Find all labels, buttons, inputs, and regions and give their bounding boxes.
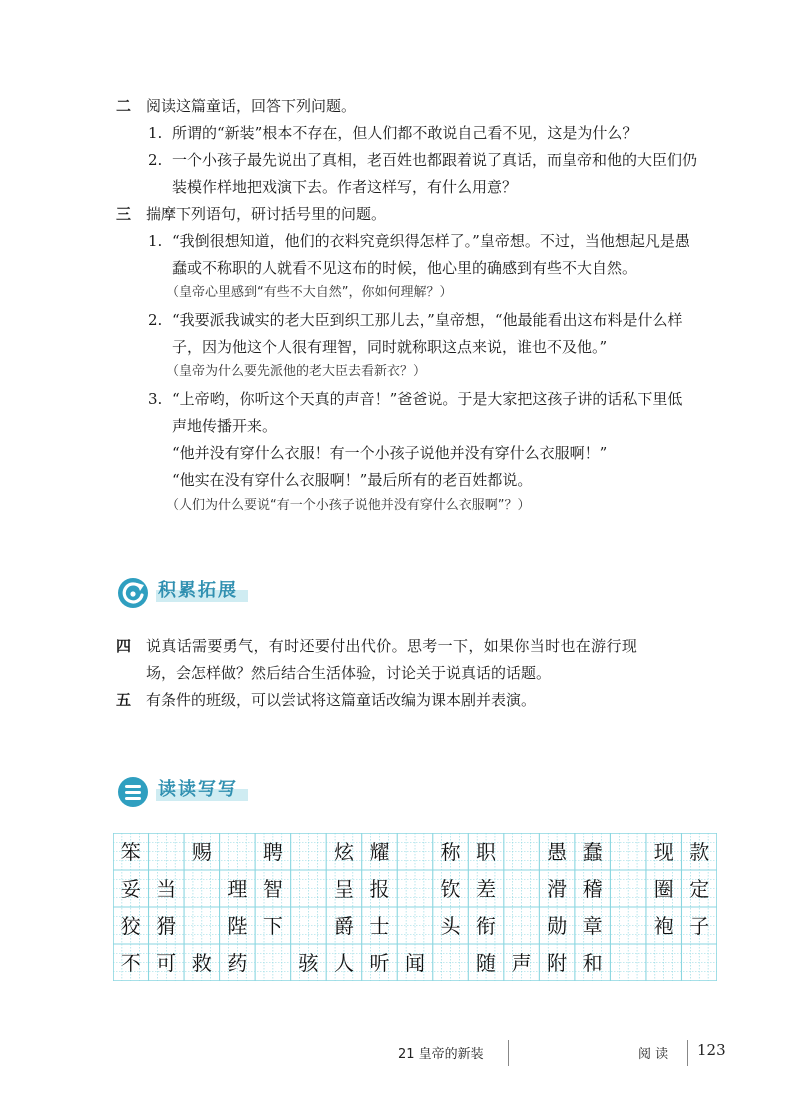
vocab-grid bbox=[113, 833, 717, 981]
q3-2-number: 2. bbox=[148, 311, 163, 329]
item-5-text: 有条件的班级，可以尝试将这篇童话改编为课本剧并表演。 bbox=[146, 691, 537, 709]
q3-2-line-2: 子，因为他这个人很有理智，同时就称职这点来说，谁也不及他。” bbox=[172, 338, 608, 356]
vocab-char: 圈 bbox=[653, 876, 674, 901]
vocab-char: 妥 bbox=[120, 876, 141, 901]
vocab-char: 勋 bbox=[547, 913, 568, 938]
vocab-char: 陛 bbox=[227, 913, 248, 938]
q2-2-line-2: 装模作样地把戏演下去。作者这样写，有什么用意？ bbox=[172, 178, 518, 196]
vocab-char: 闻 bbox=[405, 950, 425, 975]
q2-1-number: 1. bbox=[148, 124, 163, 142]
q3-1-number: 1. bbox=[148, 232, 163, 250]
q3-3-note: （人们为什么要说“有一个小孩子说他并没有穿什么衣服啊”？） bbox=[166, 498, 531, 513]
list-lines-icon bbox=[116, 775, 150, 809]
vocab-char: 聘 bbox=[262, 839, 283, 864]
vocab-char: 随 bbox=[476, 950, 497, 975]
vocab-char: 职 bbox=[476, 839, 497, 864]
vocab-char: 理 bbox=[227, 876, 248, 901]
footer-unit: 阅 读 bbox=[638, 1047, 669, 1062]
q3-1-line-2: 蠢或不称职的人就看不见这布的时候，他心里的确感到有些不大自然。 bbox=[172, 259, 638, 277]
vocab-char: 蠢 bbox=[582, 839, 603, 864]
vocab-char: 爵 bbox=[333, 913, 354, 938]
vocab-char: 袍 bbox=[653, 913, 674, 938]
vocab-char: 狡 bbox=[120, 913, 141, 938]
vocab-char: 下 bbox=[262, 913, 283, 938]
item-4-line-2: 场，会怎样做？然后结合生活体验，讨论关于说真话的话题。 bbox=[146, 664, 552, 682]
section-2-title: 阅读这篇童话，回答下列问题。 bbox=[146, 97, 357, 115]
section-2-number: 二 bbox=[116, 97, 132, 115]
q2-2-number: 2. bbox=[148, 151, 163, 169]
item-5-number: 五 bbox=[116, 691, 132, 709]
vocab-char: 附 bbox=[547, 950, 568, 975]
q3-2-line-1: “我要派我诚实的老大臣到织工那儿去，”皇帝想，“他最能看出这布料是什么样 bbox=[172, 311, 683, 329]
q3-2-note: （皇帝为什么要先派他的老大臣去看新衣？） bbox=[166, 364, 427, 379]
vocab-char: 赐 bbox=[191, 839, 212, 864]
vocab-char: 当 bbox=[156, 876, 177, 901]
vocab-char: 钦 bbox=[440, 876, 461, 901]
extend-header-title: 积累拓展 bbox=[158, 580, 238, 601]
q3-3-number: 3. bbox=[148, 390, 163, 408]
vocab-char: 现 bbox=[653, 839, 674, 864]
vocab-char: 救 bbox=[191, 950, 212, 975]
q2-2-line-1: 一个小孩子最先说出了真相，老百姓也都跟着说了真话，而皇帝和他的大臣们仍 bbox=[172, 151, 698, 169]
footer-lesson: 21 皇帝的新装 bbox=[398, 1047, 484, 1062]
vocab-char: 骇 bbox=[298, 950, 319, 975]
vocab-char: 可 bbox=[156, 950, 177, 975]
q3-3-line-3: “他并没有穿什么衣服！有一个小孩子说他并没有穿什么衣服啊！” bbox=[172, 444, 608, 462]
vocab-char: 稽 bbox=[582, 876, 603, 901]
vocab-char: 药 bbox=[227, 950, 248, 975]
item-4-line-1: 说真话需要勇气，有时还要付出代价。思考一下，如果你当时也在游行现 bbox=[146, 637, 638, 655]
q3-1-note: （皇帝心里感到“有些不大自然”，你如何理解？） bbox=[166, 285, 453, 300]
section-3-number: 三 bbox=[116, 205, 132, 223]
vocab-char: 滑 bbox=[547, 876, 568, 901]
vocab-char: 耀 bbox=[369, 839, 390, 864]
vocab-char: 愚 bbox=[547, 839, 568, 864]
vocab-char: 报 bbox=[369, 876, 390, 901]
item-4-number: 四 bbox=[116, 637, 132, 655]
vocab-char: 不 bbox=[120, 950, 141, 975]
vocab-char: 智 bbox=[262, 876, 283, 901]
refresh-arrow-icon bbox=[116, 576, 150, 610]
page-number: 123 bbox=[697, 1041, 726, 1059]
section-3-title: 揣摩下列语句，研讨括号里的问题。 bbox=[146, 205, 387, 223]
q2-1-text: 所谓的“新装”根本不存在，但人们都不敢说自己看不见，这是为什么？ bbox=[172, 124, 638, 142]
vocab-char: 章 bbox=[582, 913, 603, 938]
q3-3-line-4: “他实在没有穿什么衣服啊！”最后所有的老百姓都说。 bbox=[172, 471, 533, 489]
vocab-char: 称 bbox=[440, 839, 461, 864]
vocab-char: 炫 bbox=[333, 839, 354, 864]
footer-divider-1 bbox=[508, 1040, 509, 1066]
vocab-char: 呈 bbox=[333, 876, 354, 901]
vocab-char: 猾 bbox=[156, 913, 177, 938]
vocab-char: 士 bbox=[369, 913, 390, 938]
vocab-char: 和 bbox=[582, 950, 603, 975]
vocab-char: 声 bbox=[511, 950, 532, 975]
vocab-char: 衔 bbox=[476, 913, 497, 938]
vocab-char: 笨 bbox=[120, 839, 141, 864]
vocab-char: 头 bbox=[440, 913, 461, 938]
footer-divider-2 bbox=[687, 1040, 688, 1066]
vocab-char: 人 bbox=[333, 950, 354, 975]
q3-1-line-1: “我倒很想知道，他们的衣料究竟织得怎样了。”皇帝想。不过，当他想起凡是愚 bbox=[172, 232, 690, 250]
vocab-char: 子 bbox=[689, 913, 710, 938]
q3-3-line-1: “上帝哟，你听这个天真的声音！”爸爸说。于是大家把这孩子讲的话私下里低 bbox=[172, 390, 683, 408]
vocab-char: 差 bbox=[476, 876, 497, 901]
vocab-char: 款 bbox=[689, 839, 710, 864]
q3-3-line-2: 声地传播开来。 bbox=[172, 417, 278, 435]
vocab-char: 听 bbox=[369, 950, 390, 975]
readwrite-header-title: 读读写写 bbox=[158, 779, 238, 800]
vocab-char: 定 bbox=[689, 876, 710, 901]
